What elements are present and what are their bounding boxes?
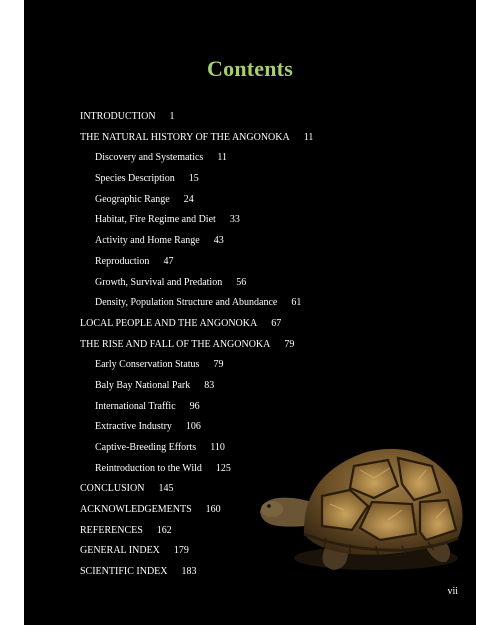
- toc-entry-label: Growth, Survival and Predation: [95, 276, 223, 288]
- toc-entry-label: THE NATURAL HISTORY OF THE ANGONOKA: [80, 131, 290, 143]
- toc-entry-page: 145: [158, 483, 174, 495]
- toc-entry-label: INTRODUCTION: [80, 111, 156, 122]
- toc-entry: [80, 358, 313, 379]
- toc-entry-page: 83: [204, 379, 215, 391]
- toc-entry: [80, 151, 313, 172]
- toc-entry: [80, 213, 313, 234]
- toc-entry: [80, 379, 313, 400]
- toc-entry-page: 33: [229, 214, 240, 226]
- toc-entry-label: Extractive Industry: [95, 421, 172, 433]
- toc-entry-label: Reintroduction to the Wild: [95, 462, 202, 474]
- toc-entry-page: 79: [213, 359, 224, 371]
- toc-entry-label: LOCAL PEOPLE AND THE ANGONOKA: [80, 317, 258, 329]
- toc-entry-page: 179: [173, 545, 189, 557]
- toc-entry-label: Early Conservation Status: [95, 359, 200, 371]
- toc-entry-page: 11: [217, 152, 227, 164]
- toc-entry-page: 125: [215, 462, 231, 474]
- toc-entry-label: REFERENCES: [80, 524, 143, 536]
- tortoise-illustration: [256, 434, 468, 574]
- toc-entry: [80, 172, 313, 193]
- toc-entry: [80, 193, 313, 214]
- page-number: vii: [447, 586, 458, 597]
- toc-entry-label: Captive-Breeding Efforts: [95, 442, 197, 453]
- toc-entry-label: Baly Bay National Park: [95, 379, 191, 391]
- toc-entry: [80, 317, 313, 338]
- toc-entry-label: Geographic Range: [95, 193, 170, 205]
- toc-entry-label: Species Description: [95, 173, 175, 185]
- toc-entry-label: SCIENTIFIC INDEX: [80, 566, 168, 578]
- toc-entry: [80, 338, 313, 359]
- toc-entry: [80, 255, 313, 276]
- toc-entry: [80, 234, 313, 255]
- toc-entry-label: International Traffic: [95, 400, 176, 412]
- toc-entry-page: 106: [185, 421, 201, 433]
- toc-entry-page: 79: [284, 338, 295, 350]
- toc-entry-label: Reproduction: [95, 255, 150, 267]
- page-title: Contents: [207, 56, 293, 81]
- toc-entry-page: 96: [189, 400, 200, 412]
- toc-entry-page: 67: [271, 317, 282, 329]
- toc-entry-page: 43: [213, 235, 224, 247]
- toc-entry-label: Density, Population Structure and Abundance: [95, 297, 278, 309]
- toc-entry-page: 183: [181, 566, 197, 578]
- toc-entry-page: 56: [236, 276, 247, 288]
- toc-entry: [80, 296, 313, 317]
- toc-entry-label: Activity and Home Range: [95, 235, 200, 247]
- toc-entry-page: 162: [156, 524, 172, 536]
- toc-entry: [80, 110, 313, 131]
- toc-entry: [80, 131, 313, 152]
- toc-entry-page: 15: [188, 173, 199, 185]
- toc-entry-page: 61: [291, 297, 302, 309]
- book-page: [24, 0, 476, 625]
- toc-entry-label: ACKNOWLEDGEMENTS: [80, 504, 192, 516]
- toc-entry: [80, 400, 313, 421]
- toc-entry-page: 160: [205, 504, 221, 516]
- toc-entry-label: GENERAL INDEX: [80, 545, 160, 557]
- toc-entry-label: Discovery and Systematics: [95, 152, 204, 164]
- toc-entry-page: 110: [210, 442, 225, 453]
- toc-entry-label: THE RISE AND FALL OF THE ANGONOKA: [80, 338, 271, 350]
- toc-entry-label: CONCLUSION: [80, 483, 145, 495]
- toc-entry: [80, 276, 313, 297]
- toc-entry-page: 24: [183, 193, 194, 205]
- toc-entry-page: 47: [163, 255, 174, 267]
- toc-entry-page: 11: [303, 131, 314, 143]
- toc-entry-page: 1: [169, 111, 175, 122]
- toc-entry-label: Habitat, Fire Regime and Diet: [95, 214, 216, 226]
